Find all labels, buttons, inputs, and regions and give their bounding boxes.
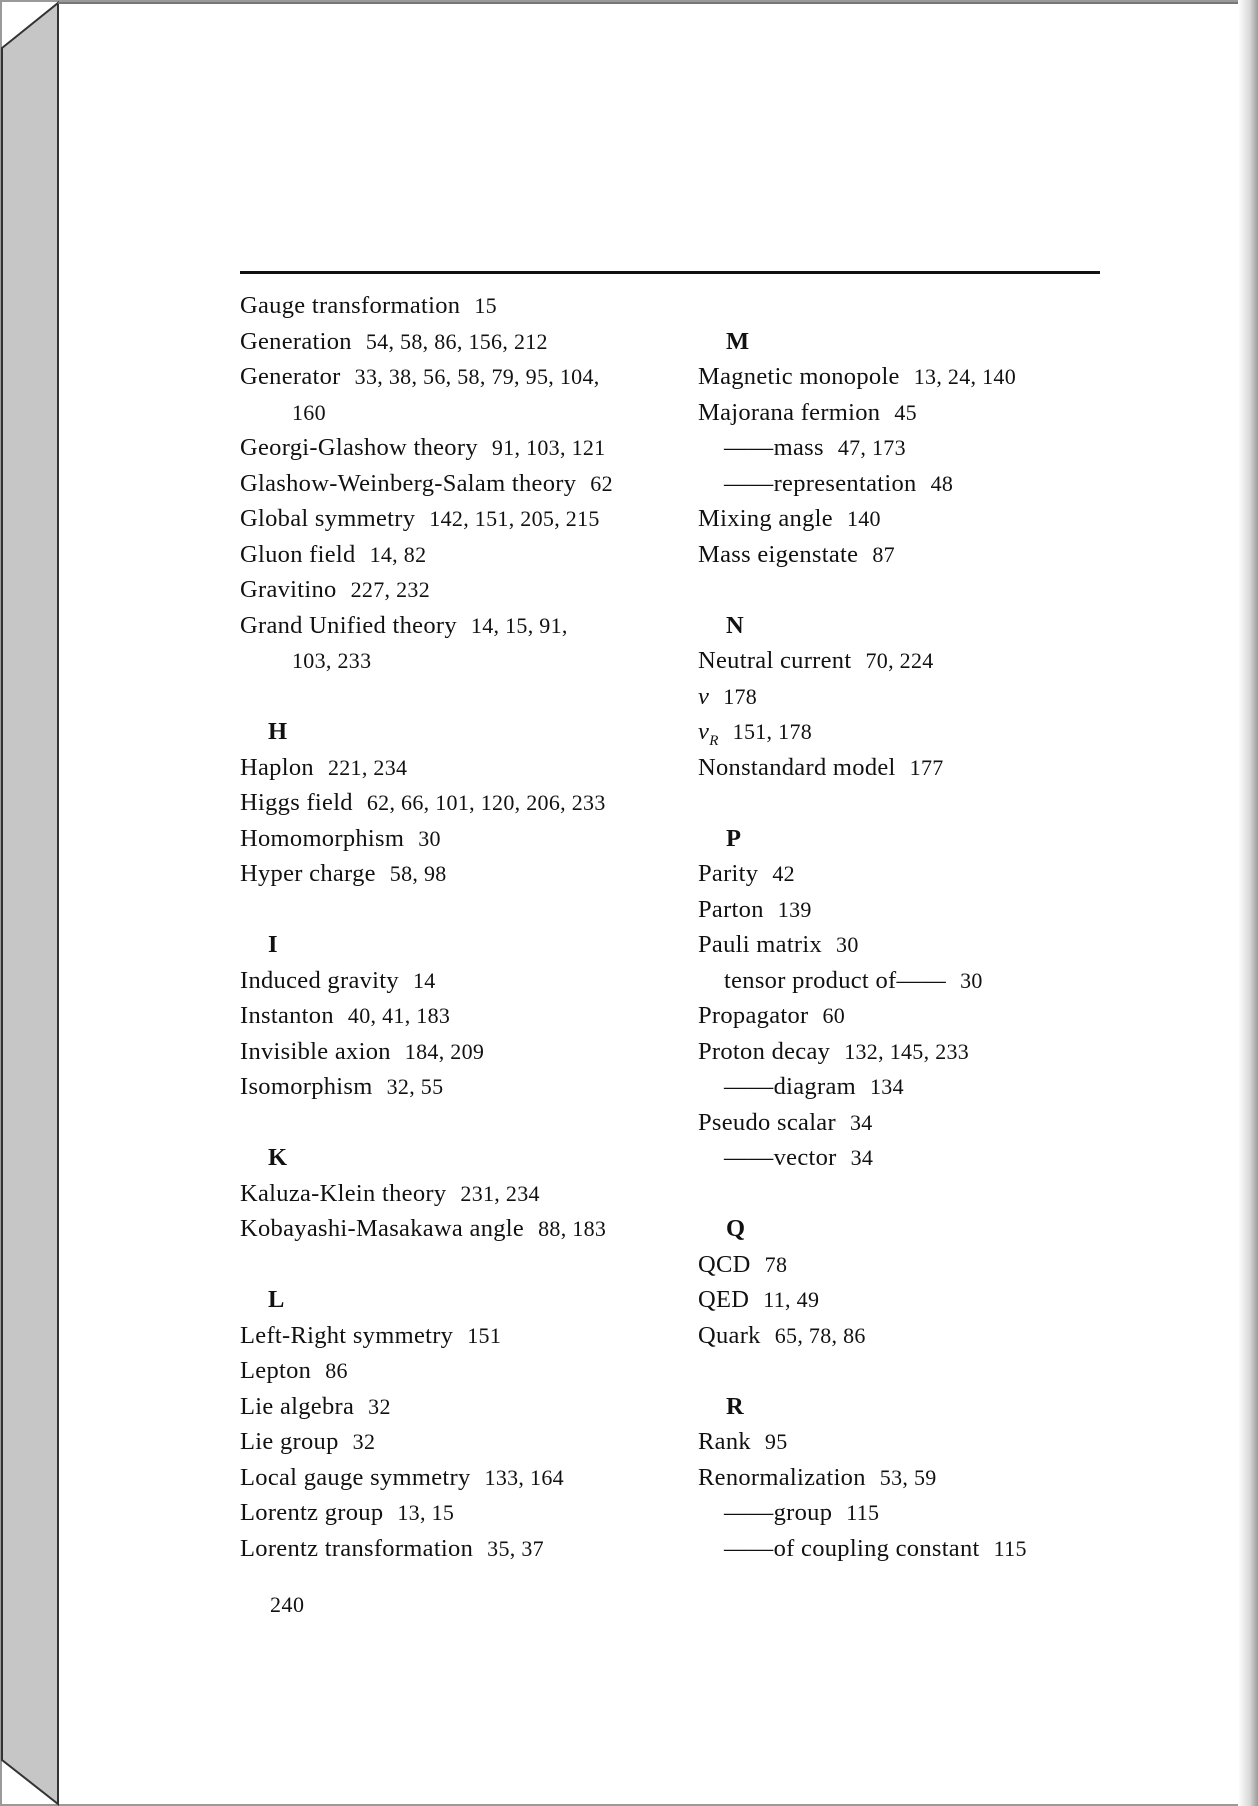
page-references: 132, 145, 233	[844, 1038, 970, 1064]
page-references: 62	[590, 470, 613, 496]
index-entry	[240, 750, 680, 786]
index-entry	[240, 1531, 680, 1567]
index-term: Gravitino	[240, 576, 337, 603]
page-references: 139	[777, 896, 812, 922]
page-references: 32	[352, 1429, 376, 1454]
index-term: Gluon field	[240, 540, 356, 568]
index-term: Left-Right symmetry	[240, 1321, 454, 1349]
section-letter: I	[268, 931, 278, 958]
index-term: Generator	[240, 363, 341, 390]
page-references: 32, 55	[386, 1074, 444, 1099]
page-edge-shadow	[1238, 0, 1258, 1806]
index-entry	[240, 466, 680, 502]
page-references: 151, 178	[732, 719, 813, 744]
index-entry	[240, 572, 680, 608]
page-references: 142, 151, 205, 215	[429, 506, 600, 531]
page-references: 88, 183	[538, 1216, 607, 1241]
index-entry	[240, 1211, 680, 1247]
index-entry	[240, 998, 680, 1034]
index-term: ——of coupling constant	[724, 1534, 980, 1562]
page-references: 33, 38, 56, 58, 79, 95, 104,	[354, 364, 600, 389]
index-term-subscript: R	[709, 732, 719, 749]
page-references: 177	[909, 754, 944, 780]
index-entry	[698, 679, 1138, 715]
index-entry	[698, 714, 1138, 750]
page-references: 140	[846, 506, 881, 531]
index-entry	[240, 501, 680, 537]
index-term: Lie group	[240, 1428, 339, 1455]
index-subentry	[698, 1069, 1138, 1105]
page-references: 14, 15, 91,	[470, 612, 568, 638]
index-term: QCD	[698, 1250, 751, 1278]
index-entry	[240, 821, 680, 857]
index-entry	[698, 1424, 1138, 1460]
index-term: Renormalization	[698, 1463, 866, 1491]
page-references: 58, 98	[389, 861, 447, 886]
index-entry	[240, 1069, 680, 1105]
index-entry	[240, 1034, 680, 1070]
index-term: Gauge transformation	[240, 292, 461, 319]
index-term: Induced gravity	[240, 966, 399, 994]
index-subentry	[698, 466, 1138, 502]
page-references: 133, 164	[484, 1464, 564, 1490]
book-spine	[2, 3, 58, 1804]
index-term: Quark	[698, 1321, 761, 1349]
page-references: 65, 78, 86	[774, 1322, 866, 1348]
page-references: 115	[846, 1500, 880, 1525]
index-term: Lorentz group	[240, 1499, 384, 1526]
index-entry	[240, 1495, 680, 1531]
index-term: ν	[698, 718, 710, 745]
index-term: Pauli matrix	[698, 931, 823, 958]
index-entry	[698, 1460, 1138, 1496]
index-term: Invisible axion	[240, 1037, 391, 1065]
index-term: Homomorphism	[240, 824, 405, 852]
index-term: Generation	[240, 327, 352, 355]
index-entry	[698, 750, 1138, 786]
page-references: 178	[723, 683, 758, 709]
index-term: Rank	[698, 1428, 751, 1455]
blank-line	[698, 572, 1138, 608]
page-references: 60	[822, 1003, 846, 1028]
page-references: 53, 59	[879, 1464, 937, 1490]
page-references: 15	[474, 293, 497, 318]
section-letter: Q	[726, 1215, 746, 1242]
index-term: Higgs field	[240, 789, 353, 816]
index-entry	[240, 537, 680, 573]
index-entry	[698, 1105, 1138, 1141]
page-references: 86	[325, 1358, 348, 1383]
page-references: 48	[930, 470, 954, 496]
index-entry	[240, 288, 680, 324]
index-entry	[698, 1034, 1138, 1070]
page-references: 42	[772, 861, 795, 886]
index-term: Kaluza-Klein theory	[240, 1179, 447, 1207]
section-letter: N	[726, 611, 744, 639]
index-entry	[240, 1424, 680, 1460]
page-references: 134	[869, 1074, 904, 1099]
header-rule	[240, 271, 1100, 274]
index-term: ——representation	[724, 469, 917, 497]
page-references: 151	[467, 1322, 502, 1348]
index-entry	[698, 998, 1138, 1034]
section-letter: P	[726, 824, 742, 852]
index-subentry	[698, 1531, 1138, 1567]
blank-line	[240, 679, 680, 715]
index-continuation	[240, 643, 680, 679]
index-term: ——group	[724, 1499, 833, 1526]
page-references: 30	[836, 932, 859, 957]
blank-line	[698, 1176, 1138, 1212]
page-references: 40, 41, 183	[347, 1003, 451, 1028]
page-references: 13, 15	[397, 1500, 455, 1525]
page-references: 231, 234	[460, 1180, 540, 1206]
index-entry	[240, 608, 680, 644]
page-references: 227, 232	[350, 577, 431, 602]
index-subentry	[698, 1140, 1138, 1176]
index-term: Majorana fermion	[698, 398, 881, 426]
index-entry	[698, 1318, 1138, 1354]
index-subentry	[698, 1495, 1138, 1531]
index-term: Mixing angle	[698, 505, 833, 532]
index-right-column	[698, 288, 1138, 1566]
index-term: Local gauge symmetry	[240, 1463, 471, 1491]
page-references: 30	[418, 825, 441, 851]
index-term: Lie algebra	[240, 1392, 355, 1420]
index-term: Grand Unified theory	[240, 611, 457, 639]
index-entry	[698, 892, 1138, 928]
blank-line	[698, 288, 1138, 324]
index-term: Mass eigenstate	[698, 540, 859, 568]
section-letter: H	[268, 718, 288, 745]
page-references: 62, 66, 101, 120, 206, 233	[366, 790, 606, 815]
section-letter: R	[726, 1392, 744, 1420]
page-references: 91, 103, 121	[491, 435, 606, 460]
index-entry	[240, 359, 680, 395]
index-term: Lepton	[240, 1357, 312, 1384]
index-entry	[240, 856, 680, 892]
page-references: 34	[850, 1145, 874, 1170]
page-references: 95	[764, 1429, 788, 1454]
index-term: Magnetic monopole	[698, 363, 900, 390]
index-entry	[698, 1247, 1138, 1283]
blank-line	[240, 1105, 680, 1141]
index-term: Global symmetry	[240, 505, 416, 532]
index-left-column	[240, 288, 680, 1566]
page-references: 115	[993, 1535, 1027, 1561]
index-term: Parity	[698, 860, 759, 887]
page-references: 45	[894, 399, 917, 425]
blank-line	[240, 1247, 680, 1283]
blank-line	[240, 892, 680, 928]
index-entry	[240, 1318, 680, 1354]
page-references: 11, 49	[763, 1287, 820, 1312]
blank-line	[698, 785, 1138, 821]
index-entry	[240, 324, 680, 360]
index-entry	[240, 430, 680, 466]
index-subentry	[698, 963, 1138, 999]
index-entry	[240, 1389, 680, 1425]
page-references: 35, 37	[487, 1535, 544, 1561]
page-references: 14, 82	[369, 541, 427, 567]
index-term: Glashow-Weinberg-Salam theory	[240, 469, 577, 497]
page-references: 70, 224	[865, 648, 934, 673]
page-references: 34	[849, 1109, 873, 1135]
index-term: ——vector	[724, 1144, 837, 1171]
index-term: Haplon	[240, 753, 314, 781]
page-references: 184, 209	[404, 1038, 485, 1064]
index-term: ——diagram	[724, 1073, 856, 1100]
index-term: Parton	[698, 895, 764, 923]
index-entry	[240, 1460, 680, 1496]
page-references: 13, 24, 140	[913, 364, 1017, 389]
index-entry	[698, 537, 1138, 573]
index-entry	[698, 856, 1138, 892]
blank-line	[698, 1353, 1138, 1389]
index-term: Lorentz transformation	[240, 1534, 474, 1562]
index-term: ——mass	[724, 434, 824, 461]
index-entry	[698, 927, 1138, 963]
index-term: Instanton	[240, 1002, 334, 1029]
index-term: Nonstandard model	[698, 753, 896, 781]
index-term: Kobayashi-Masakawa angle	[240, 1215, 525, 1242]
page-references: 87	[872, 541, 895, 567]
index-term: tensor product of——	[724, 966, 947, 994]
section-letter: L	[268, 1286, 285, 1313]
page-references: 54, 58, 86, 156, 212	[365, 328, 548, 354]
section-letter: K	[268, 1144, 288, 1171]
index-entry	[698, 359, 1138, 395]
index-term: Proton decay	[698, 1037, 831, 1065]
index-entry	[698, 395, 1138, 431]
index-term: Georgi-Glashow theory	[240, 434, 478, 461]
page-references: 30	[960, 967, 983, 993]
page-references: 78	[764, 1251, 788, 1277]
index-term: Pseudo scalar	[698, 1108, 836, 1136]
page-references: 32	[368, 1393, 391, 1419]
index-entry	[240, 1176, 680, 1212]
index-term: ν	[698, 682, 710, 710]
page-references: 47, 173	[837, 435, 906, 460]
index-continuation	[240, 395, 680, 431]
index-entry	[698, 643, 1138, 679]
index-entry	[240, 963, 680, 999]
index-subentry	[698, 430, 1138, 466]
index-entry	[698, 1282, 1138, 1318]
page-references: 14	[412, 967, 436, 993]
page-number: 240	[270, 1592, 305, 1617]
index-term: Neutral current	[698, 647, 852, 674]
index-entry	[698, 501, 1138, 537]
page-references: 160	[292, 399, 326, 425]
index-term: Hyper charge	[240, 860, 376, 887]
page-references: 221, 234	[327, 754, 408, 780]
index-term: Propagator	[698, 1002, 809, 1029]
section-letter: M	[726, 327, 750, 355]
page-references: 103, 233	[292, 648, 372, 673]
index-entry	[240, 1353, 680, 1389]
index-term: Isomorphism	[240, 1073, 373, 1100]
index-term: QED	[698, 1286, 750, 1313]
index-entry	[240, 785, 680, 821]
